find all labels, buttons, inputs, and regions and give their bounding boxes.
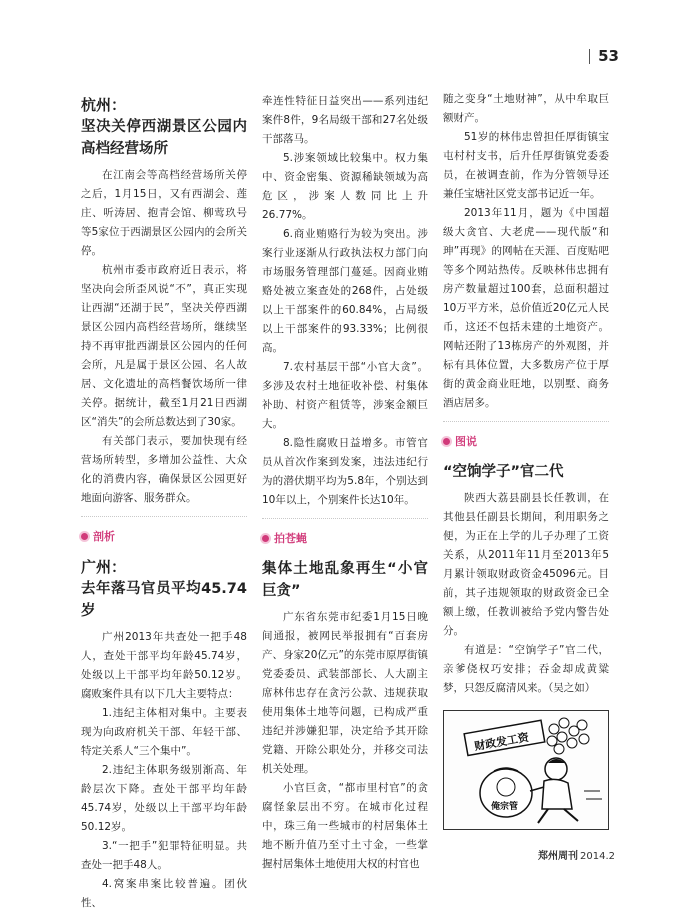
hangzhou-para-3: 有关部门表示，要加快现有经营场所转型，多增加公益性、大众化的消费内容，确保景区公园更好地面向游客、服务群众。 bbox=[81, 435, 247, 504]
cartoon-bag-text: 俺宗管 bbox=[491, 802, 519, 812]
section-tag-label: 图说 bbox=[455, 435, 477, 448]
shaanxi-para-1: 陕西大荔县副县长任教训，在其他县任副县长期间，利用职务之便，为正在上学的儿子办理了工资关系，从2011年11月至2013年5月累计领取财政资金45096元。目前，其子违规领取的财政资金已全额上缴，任教训被给予党内警告处分。 bbox=[443, 492, 609, 637]
guangzhou-cont-para-5: 8.隐性腐败日益增多。市管官员从首次作案到发案，违法违纪行为的潜伏期平均为5.8年，个别达到10年以上，个别案件长达10年。 bbox=[262, 437, 428, 506]
section-tag-swat-flies bbox=[262, 529, 428, 548]
column-3 bbox=[443, 90, 609, 830]
shaanxi-headline: “空饷学子”官二代 bbox=[443, 464, 564, 480]
dongguan-headline: 集体土地乱象再生“小官巨贪” bbox=[262, 561, 428, 599]
column-1 bbox=[81, 92, 247, 913]
guangzhou-para-5: 4.窝案串案比较普遍。团伙性、 bbox=[81, 878, 247, 909]
section-tag-illustration bbox=[443, 432, 609, 451]
guangzhou-cont-para-3: 6.商业贿赂行为较为突出。涉案行业逐渐从行政执法权力部门向市场服务管理部门蔓延。因商业贿赂处被立案查处的268件，占处级以上干部案件的60.84%，占局级以上干部案件的93.33%；比例很高。 bbox=[262, 228, 428, 354]
cartoon-sign-text: 财政发工资 bbox=[473, 730, 530, 754]
dongguan-cont-para-3: 2013年11月，题为《中国超级大贪官、大老虎——现代版“和珅”再现》的网帖在天涯、百度贴吧等多个网站热传。反映林伟忠拥有房产数量超过100套，总面积超过10万平方米，总价值近20亿元人民币，这还不包括未建的土地资产。网帖还附了13栋房产的外观图，并标有具体位置，大多数房产位于厚街的黄金商业旺地，以别墅、商务酒店居多。 bbox=[443, 207, 609, 409]
bullet-dot-icon bbox=[262, 535, 269, 542]
footer-brand bbox=[538, 847, 615, 862]
divider bbox=[443, 421, 609, 422]
divider bbox=[262, 518, 428, 519]
section-tag-label: 拍苍蝇 bbox=[274, 532, 307, 545]
column-2 bbox=[262, 92, 428, 874]
hangzhou-para-1: 在江南会等高档经营场所关停之后，1月15日，又有西湖会、莲庄、听涛居、抱青会馆、柳莺玖号等5家位于西湖景区公园内的会所关停。 bbox=[81, 169, 247, 257]
shaanxi-para-2: 有道是：“空饷学子”官二代，亲爹侥权巧安排；吞金却成黄粱梦，只怨反腐清风来。（吴之如） bbox=[443, 644, 609, 694]
dongguan-cont-para-1: 随之变身“土地财神”，从中牟取巨额财产。 bbox=[443, 93, 609, 124]
page-number: 53 bbox=[598, 47, 619, 65]
section-tag-analysis bbox=[81, 527, 247, 546]
dongguan-cont-para-2: 51岁的林伟忠曾担任厚街镇宝屯村村支书，后升任厚街镇党委委员，在被调查前，作为分管领导还兼任宝塘社区党支部书记近一年。 bbox=[443, 131, 609, 200]
guangzhou-para-4: 3.“一把手”犯罪特征明显。共查处一把手48人。 bbox=[81, 840, 247, 871]
guangzhou-para-1: 广州2013年共查处一把手48人，查处干部平均年龄45.74岁，处级以上干部平均年龄50.12岁。腐败案件具有以下几大主要特点： bbox=[81, 631, 247, 700]
magazine-logo: 郑州周刊 bbox=[538, 851, 578, 862]
issue-number: 2014.2 bbox=[580, 851, 615, 862]
cartoon-illustration bbox=[443, 710, 609, 830]
guangzhou-para-2: 1.违纪主体相对集中。主要表现为向政府机关干部、年轻干部、特定关系人“三个集中”。 bbox=[81, 707, 247, 757]
cartoon-drawing-icon bbox=[444, 711, 608, 829]
guangzhou-headline: 去年落马官员平均45.74岁 bbox=[81, 581, 247, 619]
guangzhou-cont-para-4: 7.农村基层干部“小官大贪”。多涉及农村土地征收补偿、村集体补助、村资产租赁等，涉案金额巨大。 bbox=[262, 361, 428, 430]
hangzhou-headline: 坚决关停西湖景区公园内高档经营场所 bbox=[81, 119, 247, 157]
bullet-dot-icon bbox=[443, 438, 450, 445]
hangzhou-para-2: 杭州市委市政府近日表示，将坚决向会所歪风说“不”，真正实现让西湖“还湖于民”，坚决关停西湖景区公园内高档经营场所，继续坚持不再审批西湖景区公园内的任何会所，凡是属于景区公园、名人故居、文化遗址的高档餐饮场所一律关停。据统计，截至1月21日西湖区“消失”的会所总数达到了30家。 bbox=[81, 264, 247, 428]
hangzhou-city-heading: 杭州： bbox=[81, 96, 127, 114]
divider bbox=[81, 516, 247, 517]
guangzhou-city-heading: 广州： bbox=[81, 558, 127, 576]
guangzhou-cont-para-2: 5.涉案领域比较集中。权力集中、资金密集、资源稀缺领域为高危区，涉案人数同比上升26.77%。 bbox=[262, 152, 428, 221]
bullet-dot-icon bbox=[81, 533, 88, 540]
dongguan-para-2: 小官巨贪，“都市里村官”的贪腐怪象层出不穷。在城市化过程中，珠三角一些城市的村居集体土地不断升值乃至寸土寸金，一些掌握村居集体土地使用大权的村官也 bbox=[262, 782, 428, 870]
dongguan-para-1: 广东省东莞市纪委1月15日晚间通报，被网民举报拥有“百套房产、身家20亿元”的东莞市原厚街镇党委委员、武装部部长、人大副主席林伟忠存在贪污公款、违规获取使用集体土地等问题，已构成严重违纪并涉嫌犯罪，决定给予其开除党籍、开除公职处分，并移交司法机关处理。 bbox=[262, 611, 428, 775]
guangzhou-cont-para-1: 牵连性特征日益突出——系列违纪案件8件，9名局级干部和27名处级干部落马。 bbox=[262, 95, 428, 145]
section-tag-label: 剖析 bbox=[93, 530, 115, 543]
guangzhou-para-3: 2.违纪主体职务级别渐高、年龄层次下降。查处干部平均年龄45.74岁，处级以上干部平均年龄50.12岁。 bbox=[81, 764, 247, 833]
